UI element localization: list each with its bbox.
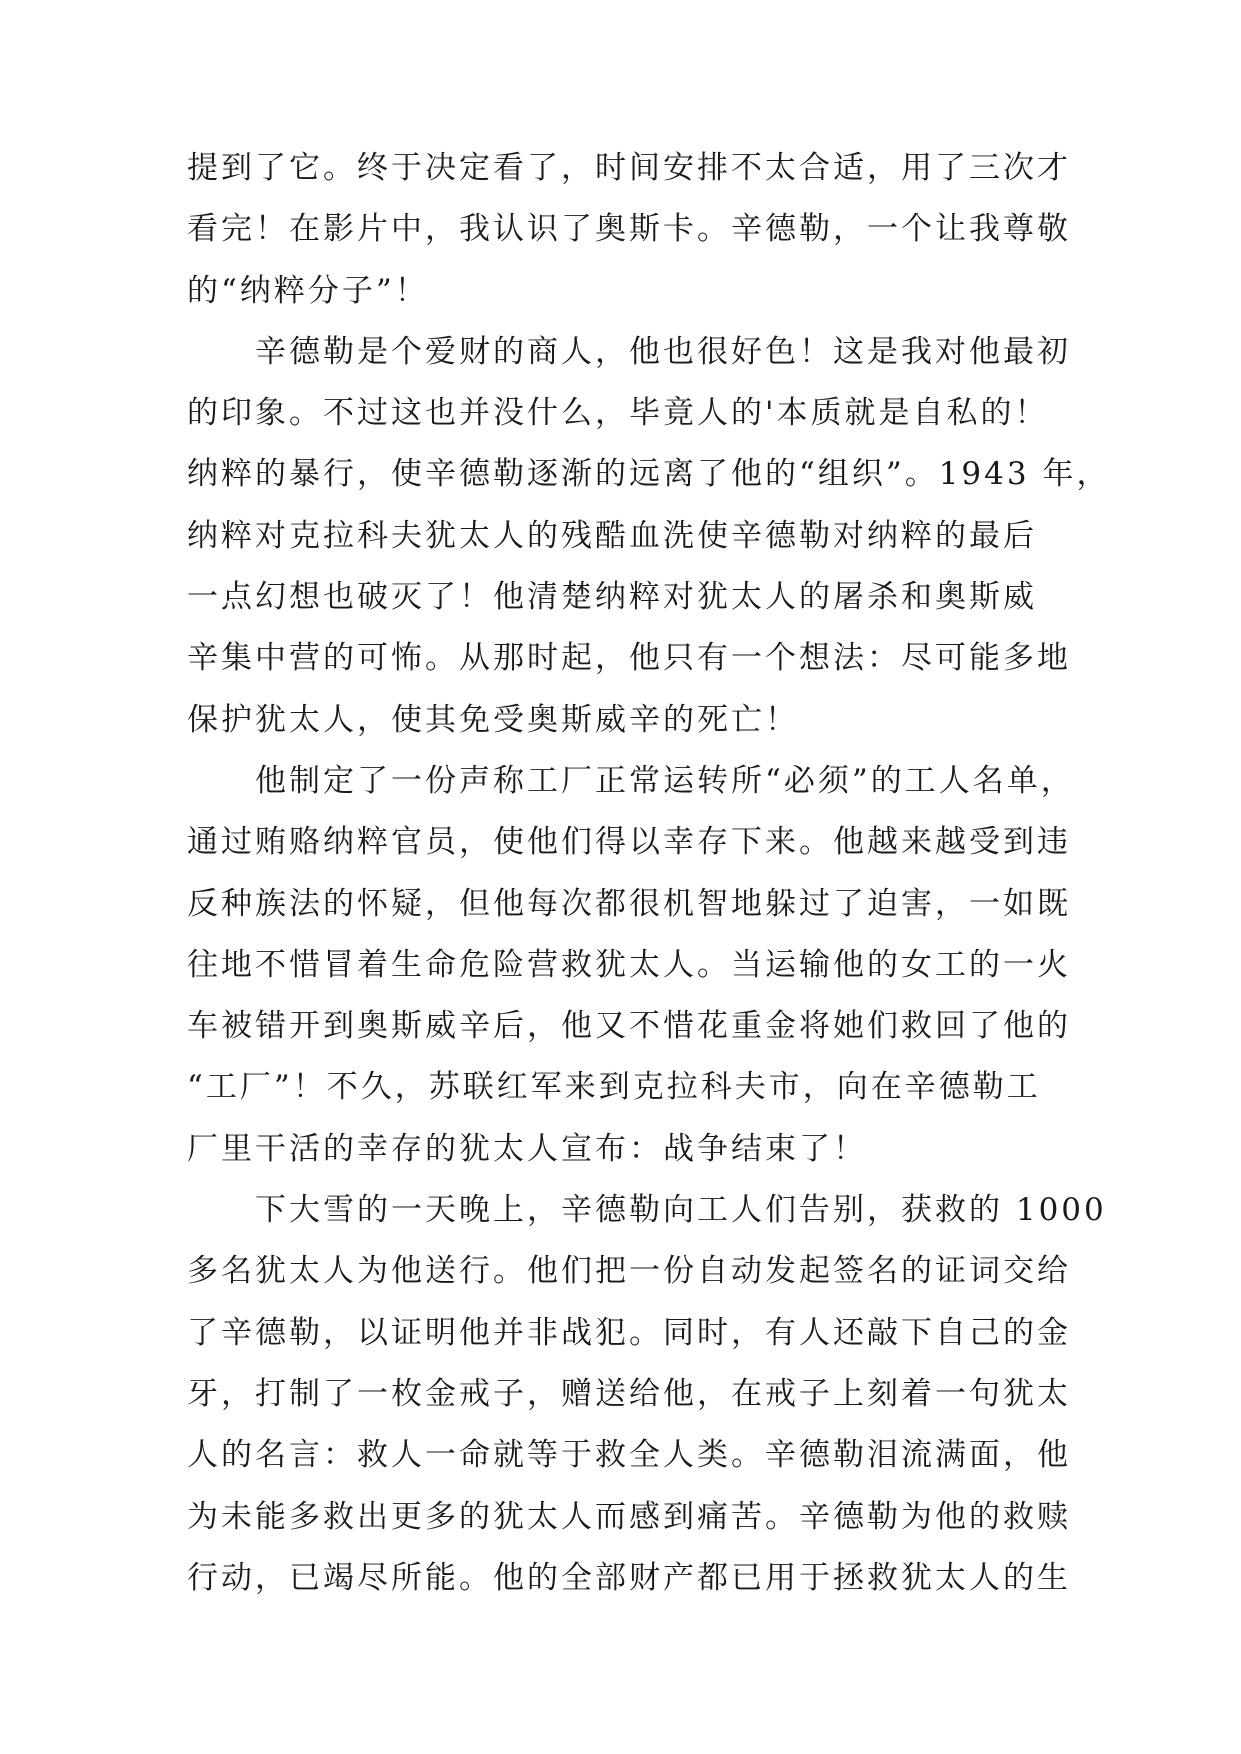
text-line: 纳粹对克拉科夫犹太人的残酷血洗使辛德勒对纳粹的最后: [187, 517, 1037, 554]
text-line: 车被错开到奥斯威辛后，他又不惜花重金将她们救回了他的: [187, 1008, 1071, 1045]
paragraph-first-line: 他制定了一份声称工厂正常运转所“必须”的工人名单，: [255, 762, 1075, 799]
text-line: 行动，已竭尽所能。他的全部财产都已用于拯救犹太人的生: [187, 1559, 1071, 1596]
text-line: 辛集中营的可怖。从那时起，他只有一个想法：尽可能多地: [187, 640, 1071, 677]
text-line: 人的名言：救人一命就等于救全人类。辛德勒泪流满面，他: [187, 1437, 1071, 1474]
paragraph-first-line: 辛德勒是个爱财的商人，他也很好色！这是我对他最初: [255, 333, 1071, 370]
body-text: [187, 138, 1111, 1609]
text-line: “工厂”！不久，苏联红军来到克拉科夫市，向在辛德勒工: [187, 1069, 1041, 1106]
text-line: 看完！在影片中，我认识了奥斯卡。辛德勒，一个让我尊敬: [187, 211, 1071, 248]
text-line: 一点幻想也破灭了！他清楚纳粹对犹太人的屠杀和奥斯威: [187, 579, 1037, 616]
text-line: 多名犹太人为他送行。他们把一份自动发起签名的证词交给: [187, 1253, 1071, 1290]
paragraph-first-line: 下大雪的一天晚上，辛德勒向工人们告别，获救的 1000: [255, 1192, 1107, 1229]
text-line: 了辛德勒，以证明他并非战犯。同时，有人还敲下自己的金: [187, 1314, 1071, 1351]
text-line: 厂里干活的幸存的犹太人宣布：战争结束了！: [187, 1130, 867, 1167]
text-line: 的印象。不过这也并没什么，毕竟人的'本质就是自私的！: [187, 395, 1049, 432]
text-line: 提到了它。终于决定看了，时间安排不太合适，用了三次才: [187, 150, 1071, 186]
text-line: 牙，打制了一枚金戒子，赠送给他，在戒子上刻着一句犹太: [187, 1375, 1071, 1412]
text-line: 纳粹的暴行，使辛德勒逐渐的远离了他的“组织”。1943 年，: [187, 456, 1111, 493]
text-line: 为未能多救出更多的犹太人而感到痛苦。辛德勒为他的救赎: [187, 1498, 1071, 1535]
text-line: 往地不惜冒着生命危险营救犹太人。当运输他的女工的一火: [187, 946, 1071, 983]
text-line: 的“纳粹分子”！: [187, 272, 429, 309]
text-line: 反种族法的怀疑，但他每次都很机智地躲过了迫害，一如既: [187, 885, 1071, 922]
text-line: 保护犹太人，使其免受奥斯威辛的死亡！: [187, 701, 799, 738]
text-line: 通过贿赂纳粹官员，使他们得以幸存下来。他越来越受到违: [187, 824, 1071, 861]
